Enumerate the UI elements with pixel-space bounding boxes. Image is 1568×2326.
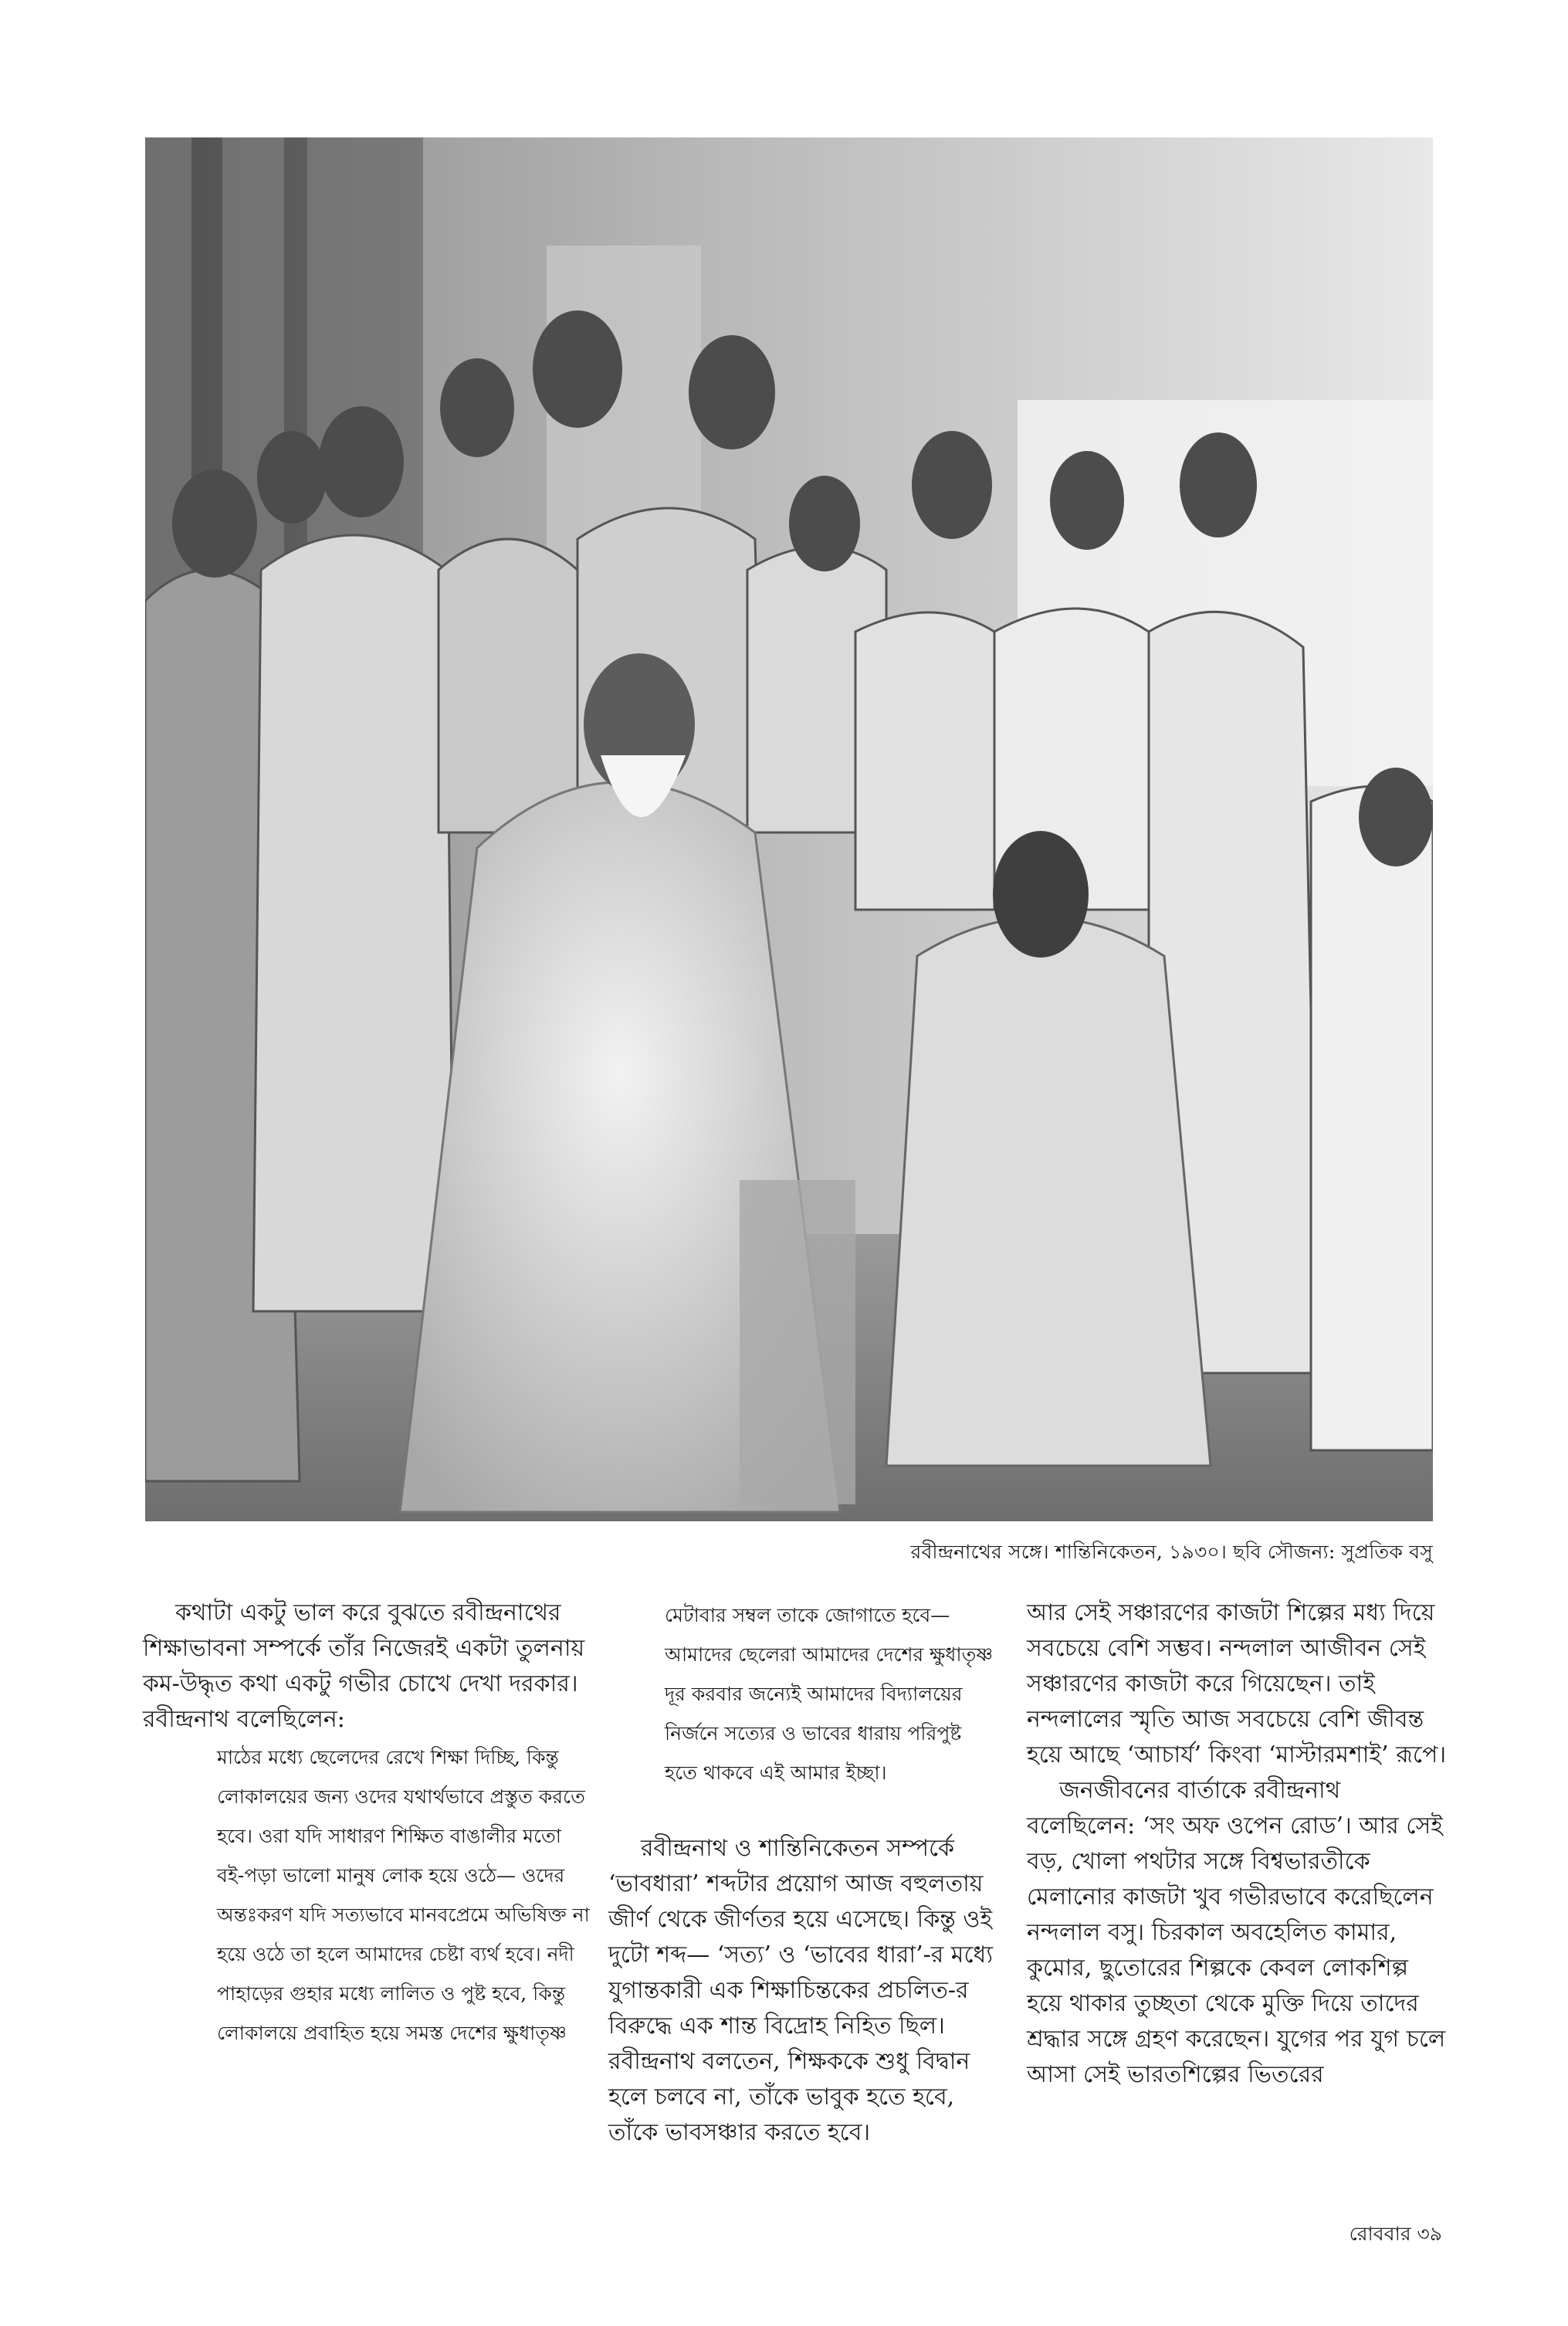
body-paragraph: আর সেই সঞ্চারণের কাজটা শিল্পের মধ্য দিয়ে সবচেয়ে বেশি সম্ভব। নন্দলাল আজীবন সেই সঞ্চারণের কাজটা করে গিয়েছেন। তাই নন্দলালের স্মৃতি আজ সবচেয়ে বেশি জীবন্ত হয়ে আছে ‘আচার্য’ কিংবা ‘মাস্টারমশাই’ রূপে। <box>1027 1599 1447 1768</box>
photo-caption: রবীন্দ্রনাথের সঙ্গে। শান্তিনিকেতন, ১৯৩০। ছবি সৌজন্য: সুপ্রতিক বসু <box>910 1541 1433 1563</box>
body-paragraph: রবীন্দ্রনাথ ও শান্তিনিকেতন সম্পর্কে ‘ভাবধারা’ শব্দটার প্রয়োগ আজ বহুলতায় জীর্ণ থেকে জীর্ণতর হয়ে এসেছে। কিন্তু ওই দুটো শব্দ— ‘সত্য’ ও ‘ভাবের ধারা’-র মধ্যে যুগান্তকারী এক শিক্ষাচিন্তকের প্রচলিত-র বিরুদ্ধে এক শান্ত বিদ্রোহ নিহিত ছিল। রবীন্দ্রনাথ বলতেন, শিক্ষককে শুধু বিদ্বান হলে চলবে না, তাঁকে ভাবুক হতে হবে, তাঁকে ভাবসঞ্চার করতে হবে। <box>608 1835 994 2146</box>
text-column-2 <box>608 1595 994 2151</box>
page-number: রোববার ৩৯ <box>1349 2223 1442 2245</box>
block-quote-continued: মেটাবার সম্বল তাকে জোগাতে হবে— আমাদের ছেলেরা আমাদের দেশের ক্ষুধাতৃষ্ণ দূর করবার জন্যেই আমাদের বিদ্যালয়ের নির্জনে সত্যের ও ভাবের ধারায় পরিপুষ্ট হতে থাকবে এই আমার ইচ্ছা। <box>665 1604 994 1784</box>
text-column-1 <box>143 1595 591 2053</box>
group-photograph <box>145 137 1433 1521</box>
text-column-3 <box>1027 1595 1448 2093</box>
body-paragraph: কথাটা একটু ভাল করে বুঝতে রবীন্দ্রনাথের শিক্ষাভাবনা সম্পর্কে তাঁর নিজেরই একটা তুলনায় কম-উদ্ধৃত কথা একটু গভীর চোখে দেখা দরকার। রবীন্দ্রনাথ বলেছিলেন: <box>143 1599 585 1733</box>
block-quote: মাঠের মধ্যে ছেলেদের রেখে শিক্ষা দিচ্ছি, কিন্তু লোকালয়ের জন্য ওদের যথার্থভাবে প্রস্তুত করতে হবে। ওরা যদি সাধারণ শিক্ষিত বাঙালীর মতো বই-পড়া ভালো মানুষ লোক হয়ে ওঠে— ওদের অন্তঃকরণ যদি সত্যভাবে মানবপ্রেমে অভিষিক্ত না হয়ে ওঠে তা হলে আমাদের চেষ্টা ব্যর্থ হবে। নদী পাহাড়ের গুহার মধ্যে লালিত ও পুষ্ট হবে, কিন্তু লোকালয়ে প্রবাহিত হয়ে সমস্ত দেশের ক্ষুধাতৃষ্ণ <box>217 1746 590 2044</box>
body-paragraph: জনজীবনের বার্তাকে রবীন্দ্রনাথ বলেছিলেন: ‘সং অফ ওপেন রোড’। আর সেই বড়, খোলা পথটার সঙ্গে বিশ্বভারতীকে মেলানোর কাজটা খুব গভীরভাবে করেছিলেন নন্দলাল বসু। চিরকাল অবহেলিত কামার, কুমোর, ছুতোরের শিল্পকে কেবল লোকশিল্প হয়ে থাকার তুচ্ছতা থেকে মুক্তি দিয়ে তাদের শ্রদ্ধার সঙ্গে গ্রহণ করেছেন। যুগের পর যুগ চলে আসা সেই ভারতশিল্পের ভিতরের <box>1027 1777 1446 2088</box>
photograph-image <box>145 137 1433 1521</box>
